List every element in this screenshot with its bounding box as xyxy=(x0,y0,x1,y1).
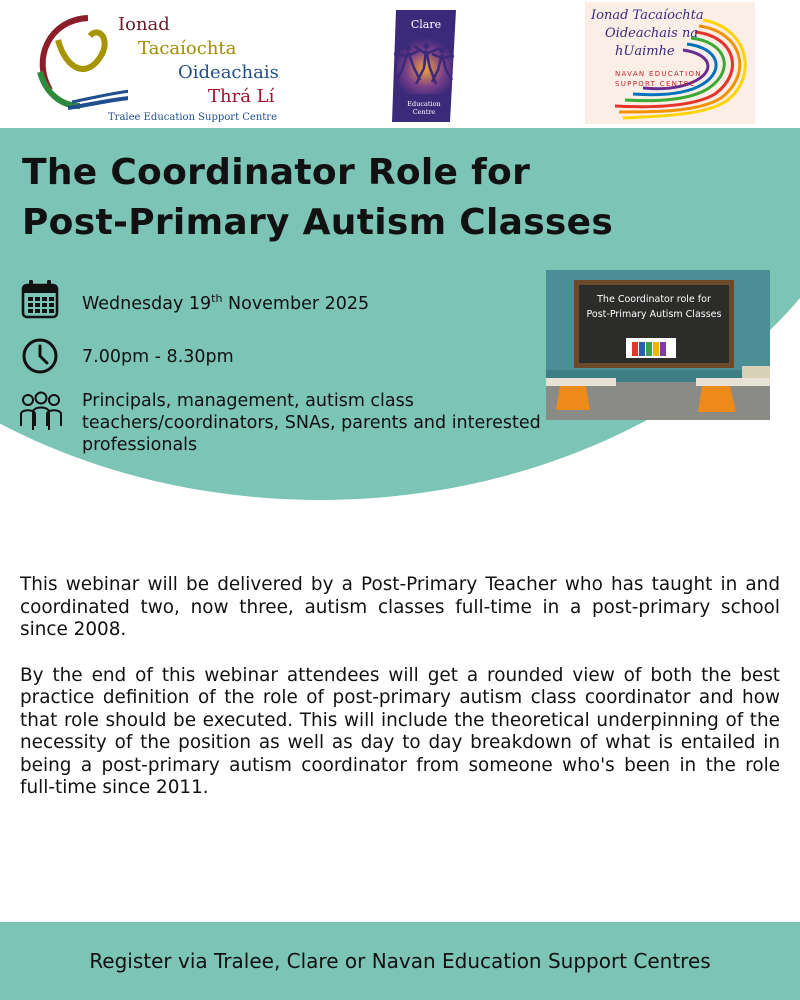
clare-logo-line3: Centre xyxy=(412,108,436,116)
tralee-logo-line2: Tacaíochta xyxy=(138,38,237,59)
navan-logo-line1: Ionad Tacaíochta xyxy=(591,8,704,23)
tralee-logo-line3: Oideachais xyxy=(178,62,279,83)
navan-logo-line5: SUPPORT CENTRE xyxy=(615,80,696,88)
page-title-line1: The Coordinator Role for xyxy=(22,152,531,193)
navan-logo-line3: hUaimhe xyxy=(615,44,675,59)
footer-banner xyxy=(0,922,800,1000)
event-date-prefix: Wednesday 19 xyxy=(82,293,212,314)
event-date-rest: November 2025 xyxy=(222,293,370,314)
description-paragraph-2: By the end of this webinar attendees will get a rounded view of both the best practice definition of the role of post-primary autism class coordinator and how that role should be executed. This will include the theoretical underpinning of the necessity of the position as well as day to day breakdown of what is entailed in being a post-primary autism coordinator from someone who's been in the role full-time since 2011. xyxy=(20,664,780,798)
tralee-logo-line1: Ionad xyxy=(118,14,170,35)
clock-icon xyxy=(18,336,64,380)
classroom-thumbnail xyxy=(546,270,770,420)
clare-logo-line2: Education xyxy=(407,100,441,108)
event-date-suffix: th xyxy=(211,292,223,305)
tralee-logo xyxy=(28,6,298,124)
description-paragraph-1: This webinar will be delivered by a Post-Primary Teacher who has taught in and coordinated two, now three, autism classes full-time in a post-primary school since 2008. xyxy=(20,574,780,640)
event-time xyxy=(18,336,234,380)
calendar-icon xyxy=(18,278,64,322)
event-date xyxy=(18,278,369,322)
navan-logo-line2: Oideachais na xyxy=(605,26,699,41)
clare-dancers-icon xyxy=(386,10,462,122)
event-audience xyxy=(18,390,552,456)
description xyxy=(20,574,780,823)
tralee-swirl-icon xyxy=(28,10,128,110)
tralee-logo-line4: Thrá Lí xyxy=(208,86,275,107)
thumbnail-board-line1: The Coordinator role for xyxy=(597,294,711,305)
page-title-line2: Post-Primary Autism Classes xyxy=(22,202,614,243)
clare-logo xyxy=(386,10,462,122)
classroom-image xyxy=(546,270,770,420)
event-audience-text: Principals, management, autism class teachers/coordinators, SNAs, parents and interested professionals xyxy=(82,391,541,455)
navan-logo xyxy=(585,2,755,124)
navan-logo-line4: NAVAN EDUCATION xyxy=(615,70,702,78)
event-date-text xyxy=(82,288,369,315)
clare-logo-line1: Clare xyxy=(410,18,442,31)
register-text: Register via Tralee, Clare or Navan Education Support Centres xyxy=(89,949,711,973)
thumbnail-board-line2: Post-Primary Autism Classes xyxy=(586,309,722,320)
page-title xyxy=(22,148,782,248)
people-group-icon xyxy=(18,390,64,434)
tralee-logo-subtitle: Tralee Education Support Centre xyxy=(108,112,278,123)
event-time-text: 7.00pm - 8.30pm xyxy=(82,347,234,367)
